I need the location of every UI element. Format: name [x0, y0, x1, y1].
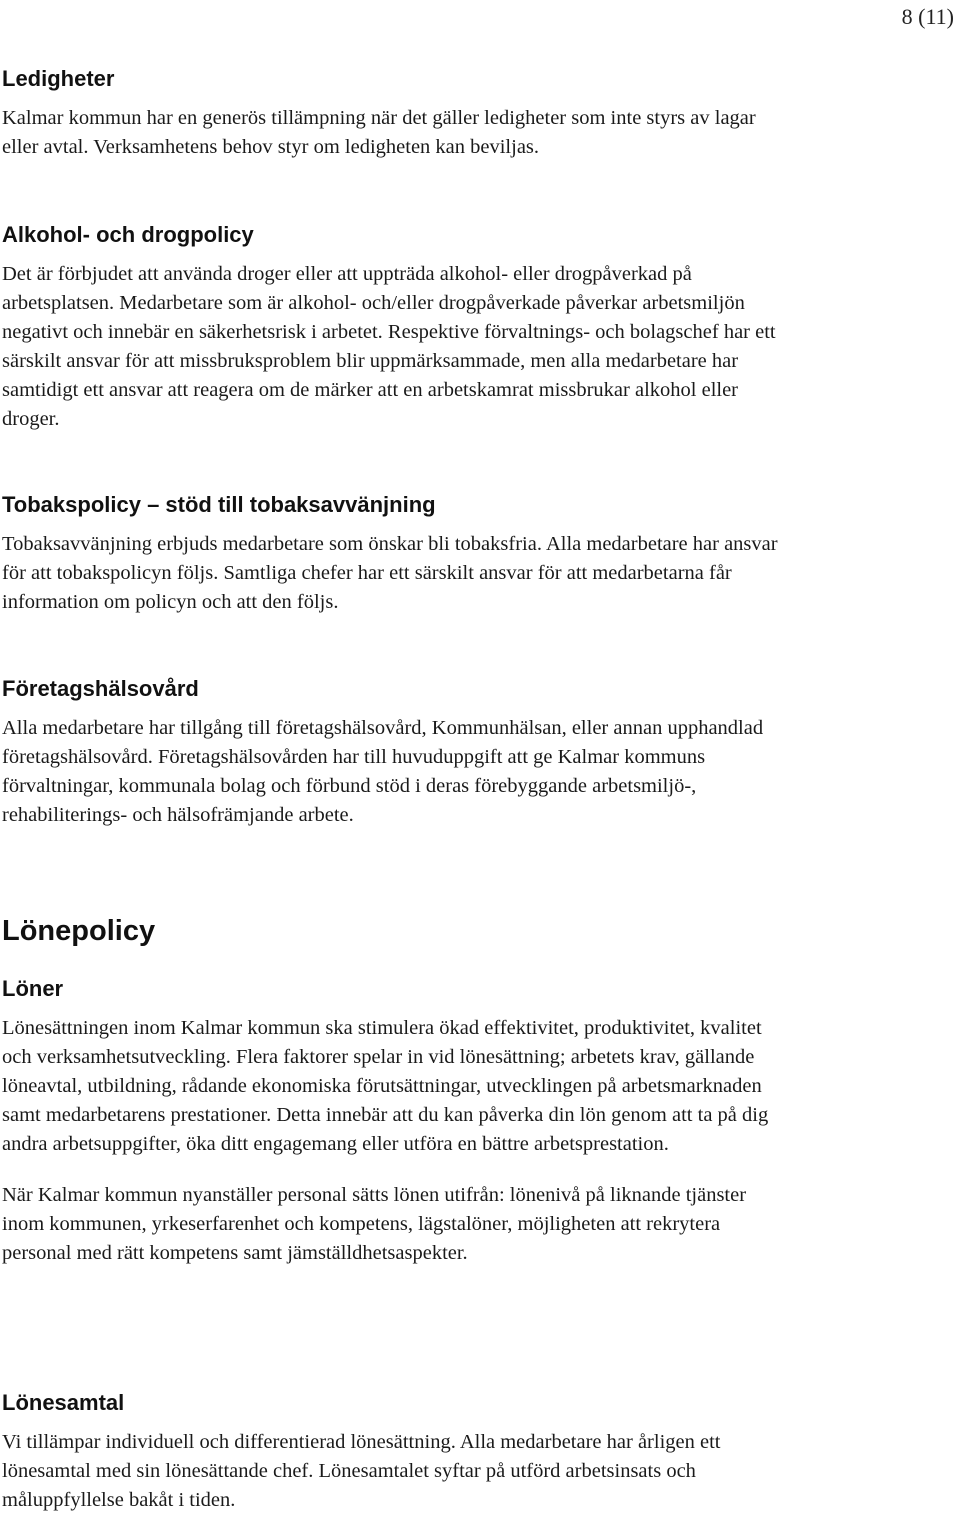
- section-lonepolicy: [2, 914, 792, 948]
- section-paragraph: När Kalmar kommun nyanställer personal sätts lönen utifrån: lönenivå på liknande tjänster inom kommunen, yrkeserfarenhet och kompetens, lägstalöner, möjligheten att rekrytera personal med rätt kompetens samt jämställdhetsaspekter.: [2, 1184, 747, 1264]
- chapter-heading: Lönepolicy: [2, 915, 156, 947]
- section-paragraph: Lönesättningen inom Kalmar kommun ska stimulera ökad effektivitet, produktivitet, kvalitet och verksamhetsutveckling. Flera faktorer spelar in vid lönesättning; arbetets krav, gällande löneavtal, utbildning, rådande ekonomiska förutsättningar, utvecklingen på arbetsmarknaden samt medarbetarens prestationer. Detta innebär att du kan påverka din lön genom att ta på dig andra arbetsuppgifter, öka ditt engagemang eller utföra en bättre arbetsprestation.: [2, 1017, 769, 1155]
- section-foretagshalsovard: [2, 676, 792, 830]
- section-heading: Ledigheter: [2, 66, 115, 91]
- section-alkohol-drogpolicy: [2, 222, 792, 434]
- section-heading: Löner: [2, 976, 64, 1001]
- section-heading: Alkohol- och drogpolicy: [2, 222, 254, 247]
- section-paragraph: Tobaksavvänjning erbjuds medarbetare som önskar bli tobaksfria. Alla medarbetare har ansvar för att tobakspolicyn följs. Samtliga chefer har ett särskilt ansvar för att medarbetarna får information om policyn och att den följs.: [2, 533, 778, 613]
- section-paragraph: Kalmar kommun har en generös tillämpning när det gäller ledigheter som inte styrs av lagar eller avtal. Verksamhetens behov styr om ledigheten kan beviljas.: [2, 107, 756, 158]
- section-lonesamtal: [2, 1390, 792, 1515]
- section-heading: Företagshälsovård: [2, 676, 199, 701]
- section-heading: Lönesamtal: [2, 1390, 125, 1415]
- section-heading: Tobakspolicy – stöd till tobaksavvänjning: [2, 492, 436, 517]
- page-number: 8 (11): [901, 4, 954, 29]
- section-loner: [2, 976, 792, 1268]
- section-paragraph: Vi tillämpar individuell och differentierad lönesättning. Alla medarbetare har årligen ett lönesamtal med sin lönesättande chef. Lönesamtalet syftar på utförd arbetsinsats och måluppfyllelse bakåt i tiden.: [2, 1431, 721, 1511]
- section-ledigheter: [2, 66, 792, 162]
- section-tobakspolicy: [2, 492, 792, 617]
- section-paragraph: Alla medarbetare har tillgång till företagshälsovård, Kommunhälsan, eller annan upphandlad företagshälsovård. Företagshälsovården har till huvuduppgift att ge Kalmar kommuns förvaltningar, kommunala bolag och förbund stöd i deras förebyggande arbetsmiljö-, rehabiliterings- och hälsofrämjande arbete.: [2, 717, 764, 826]
- section-paragraph: Det är förbjudet att använda droger eller att uppträda alkohol- eller drogpåverkad på arbetsplatsen. Medarbetare som är alkohol- och/eller drogpåverkade påverkar arbetsmiljön negativt och innebär en säkerhetsrisk i arbetet. Respektive förvaltnings- och bolagschef har ett särskilt ansvar för att missbruksproblem blir uppmärksammade, men alla medarbetare har samtidigt ett ansvar att reagera om de märker att en arbetskamrat missbrukar alkohol eller droger.: [2, 263, 776, 430]
